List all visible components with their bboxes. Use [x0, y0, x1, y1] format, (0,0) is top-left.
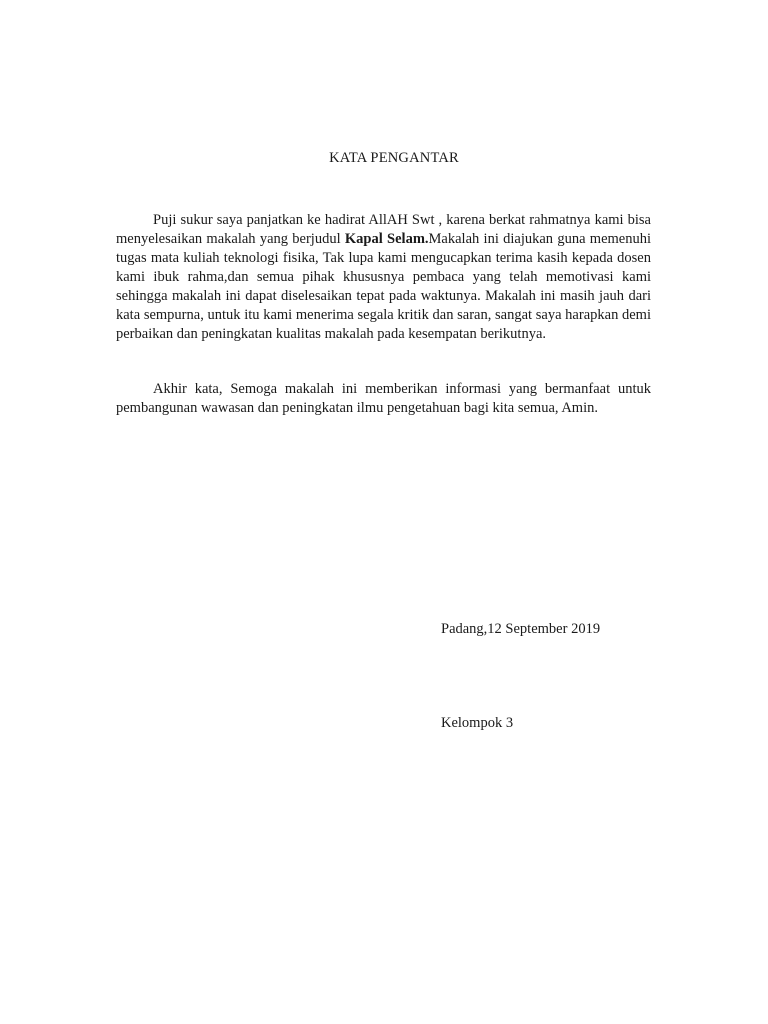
paragraph-intro-text-start: Puji sukur saya panjatkan ke hadirat AllAH Swt , karena berkat rahmatnya kami bisa menyelesaikan makalah yang berjudul — [116, 212, 651, 247]
paper-title-bold: Kapal Selam. — [344, 231, 429, 247]
place-date: Padang,12 September 2019 — [441, 621, 601, 637]
paragraph-closing — [116, 380, 651, 418]
page-title: KATA PENGANTAR — [329, 150, 459, 166]
paragraph-intro-text-end: Makalah ini diajukan guna memenuhi tugas mata kuliah teknologi fisika, Tak lupa kami mengucapkan terima kasih kepada dosen kami ibuk rahma,dan semua pihak khususnya pembaca yang telah memotivasi kami sehingga makalah ini dapat diselesaikan tepat pada waktunya. Makalah ini masih jauh dari kata sempurna, untuk itu kami menerima segala kritik dan saran, sangat saya harapkan demi perbaikan dan peningkatan kualitas makalah pada kesempatan berikutnya. — [116, 231, 652, 342]
paragraph-closing-text: Akhir kata, Semoga makalah ini memberikan informasi yang bermanfaat untuk pembangunan wawasan dan peningkatan ilmu pengetahuan bagi kita semua, Amin. — [116, 381, 651, 416]
signature-group: Kelompok 3 — [441, 715, 514, 731]
paragraph-intro — [116, 211, 651, 344]
